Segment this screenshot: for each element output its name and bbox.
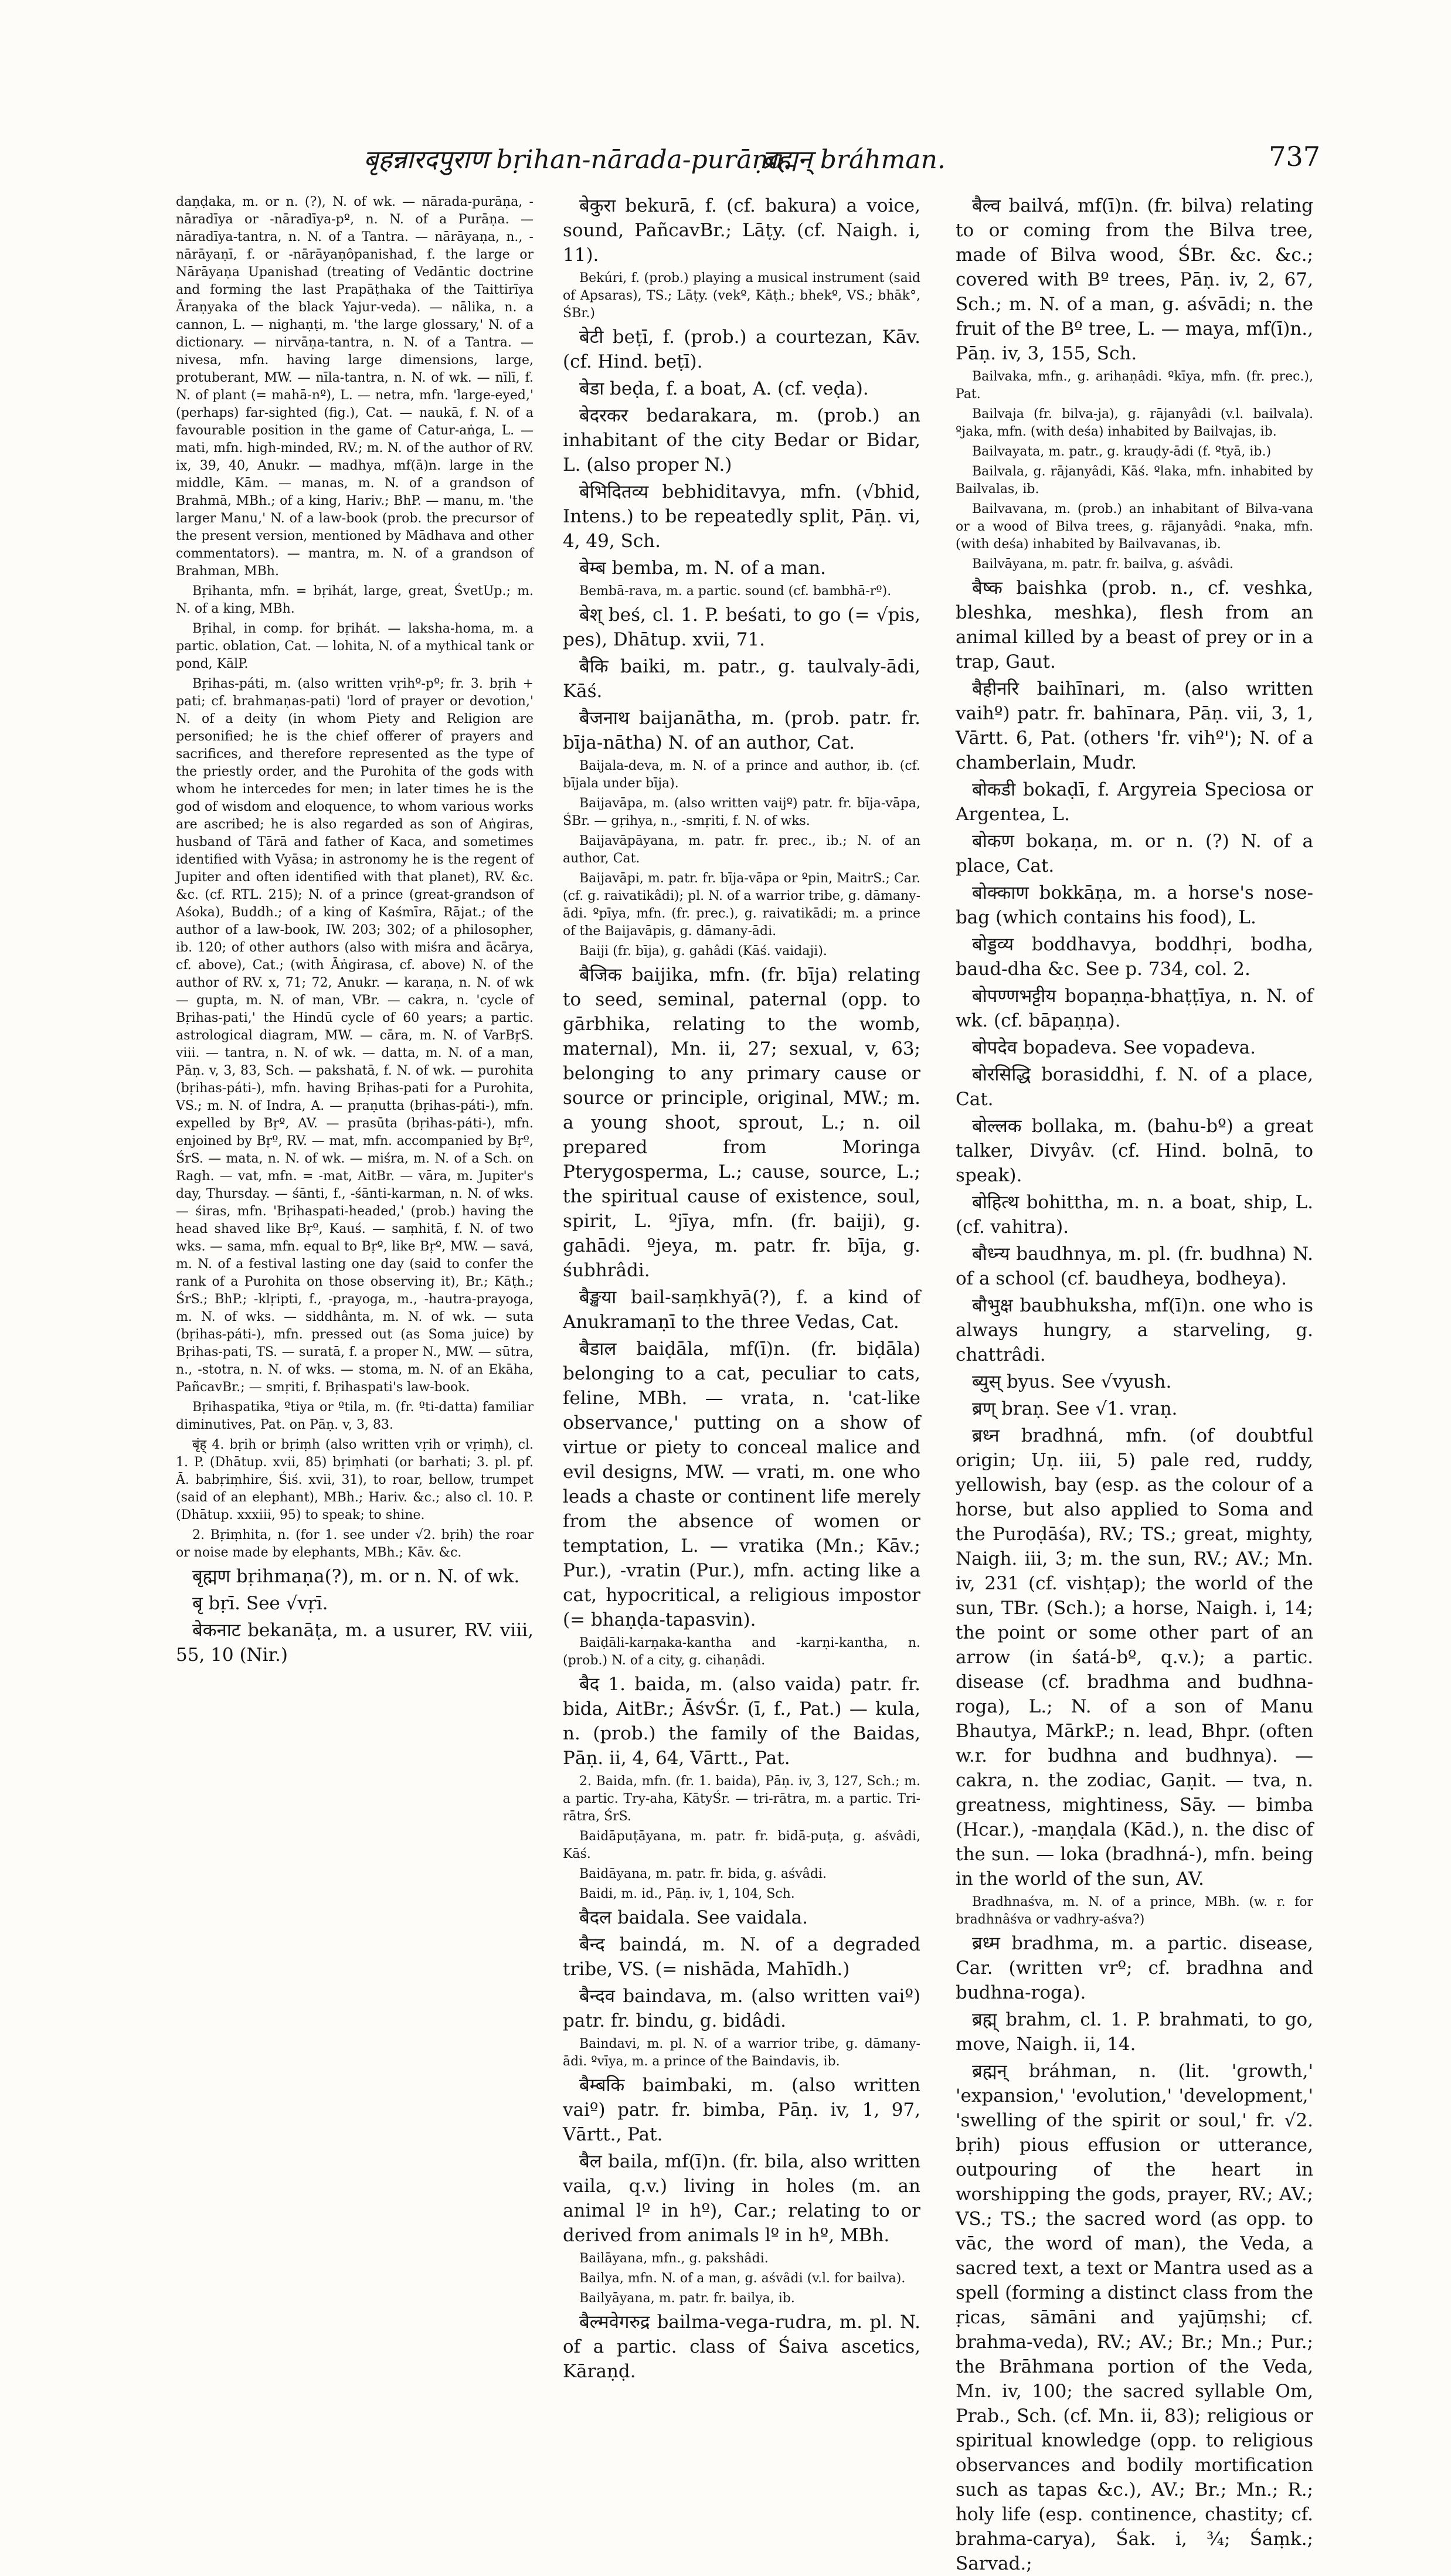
dictionary-entry: Bṛihaspatika, ºtiya or ºtila, m. (fr. ºti-datta) familiar diminutives, Pat. on Pāṇ. v, 3, 83. <box>176 1400 533 1432</box>
dictionary-entry: बृ bṛī. See √vṛī. <box>192 1593 328 1614</box>
dictionary-entry: Bṛihanta, mfn. = bṛihát, large, great, ŚvetUp.; m. N. of a king, MBh. <box>176 584 533 616</box>
dictionary-entry: Bailvala, g. rājanyâdi, Kāś. ºlaka, mfn. inhabited by Bailvalas, ib. <box>956 464 1313 497</box>
dictionary-entry: ब्रह्म् brahm, cl. 1. P. brahmati, to go, move, Naigh. ii, 14. <box>956 2009 1313 2055</box>
dictionary-entry: 2. Bṛiṃhita, n. (for 1. see under √2. bṛih) the roar or noise made by elephants, MBh.; Kāv. &c. <box>176 1528 533 1560</box>
dictionary-entry: बेटी beṭī, f. (prob.) a courtezan, Kāv. (cf. Hind. beṭī). <box>563 327 920 372</box>
dictionary-entry: बौभुक्ष baubhuksha, mf(ī)n. one who is always hungry, a starveling, g. chattrâdi. <box>956 1295 1313 1365</box>
dictionary-entry: Bailāyana, mfn., g. pakshâdi. <box>579 2251 769 2266</box>
dictionary-entry: बोकडी bokaḍī, f. Argyreia Speciosa or Argentea, L. <box>956 779 1313 825</box>
dictionary-entry: बोपदेव bopadeva. See vopadeva. <box>972 1037 1256 1058</box>
dictionary-entry: Bṛihas-páti, m. (also written vṛihº-pº; fr. 3. bṛih + pati; cf. brahmaṇas-pati) 'lord of prayer or devotion,' N. of a deity (in whom Piety and Religion are personified; he is the chief offerer of prayers and sacrifices, and therefore represented as the type of the priestly order, and the Purohita of the gods with whom he intercedes for men; in later times he is the god of wisdom and eloquence, to whom various works are ascribed; he is also regarded as son of Aṅgiras, husband of Tārā and father of Kaca, and sometimes identified with Vyāsa; in astronomy he is the regent of Jupiter and often identified with that planet), RV. &c. &c. (cf. RTL. 215); N. of a prince (great-grandson of Aśoka), Buddh.; of a king of Kaśmīra, Rājat.; of the author of a law-book, IW. 203; 302; of a philosopher, ib. 120; of other authors (also with miśra and ācārya, cf. above), Cat.; (with Āṅgirasa, cf. above) N. of the author of RV. x, 71; 72, Anukr. — karaṇa, n. N. of wk — gupta, m. N. of man, VBr. — cakra, n. 'cycle of Bṛihas-pati,' the Hindū cycle of 60 years; a partic. astrological diagram, MW. — cāra, m. N. of VarBṛS. viii. — tantra, n. N. of wk. — datta, m. N. of a man, Pāṇ. v, 3, 83, Sch. — pakshatā, f. N. of wk. — purohita (bṛihas-páti-), mfn. having Bṛihas-pati for a Purohita, VS.; m. N. of Indra, A. — praṇutta (bṛihas-páti-), mfn. expelled by Bṛº, AV. — prasūta (bṛihas-páti-), mfn. enjoined by Bṛº, RV. — mat, mfn. accompanied by Bṛº, ŚrS. — mata, n. N. of wk. — miśra, m. N. of a Sch. on Ragh. — vat, mfn. = -mat, AitBr. — vāra, m. Jupiter's day, Thursday. — śānti, f., -śānti-karman, n. N. of wks. — śiras, mfn. 'Bṛihaspati-headed,' (prob.) having the head shaved like Bṛº, Kauś. — saṃhitā, f. N. of two wks. — sama, mfn. equal to Bṛº, like Bṛº, MW. — savá, m. N. of a festival lasting one day (said to confer the rank of a Purohita on those observing it), Br.; Kāṭh.; ŚrS.; BhP.; -klṛipti, f., -prayoga, m., -hautra-prayoga, m. N. of wks. — siddhânta, m. N. of wk. — suta (bṛihas-páti-), mfn. pressed out (as Soma juice) by Bṛihas-pati, TS. — suratā, f. a proper N., MW. — sūtra, n., -stotra, n. N. of wks. — stoma, m. N. of an Ekāha, PañcavBr.; — smṛiti, f. Bṛihaspati's law-book. <box>176 677 533 1395</box>
dictionary-entry: Bailyāyana, m. patr. fr. bailya, ib. <box>579 2291 795 2306</box>
dictionary-entry: ब्रह्मन् bráhman, n. (lit. 'growth,' 'expansion,' 'evolution,' 'development,' 'swelling of the spirit or soul,' fr. √2. bṛih) pious effusion or utterance, outpouring of the heart in worshipping the gods, prayer, RV.; AV.; VS.; TS.; the sacred word (as opp. to vāc, the word of man), the Veda, a sacred text, a text or Mantra used as a spell (forming a distinct class from the ṛicas, sāmāni and yajūṃshi; cf. brahma-veda), RV.; AV.; Br.; Mn.; Pur.; the Brāhmana portion of the Veda, Mn. iv, 100; the sacred syllable Om, Prab., Sch. (cf. Mn. ii, 83); religious or spiritual knowledge (opp. to religious observances and bodily mortification such as tapas &c.), AV.; Br.; Mn.; R.; holy life (esp. continence, chastity; cf. brahma-carya), Śak. i, ¾; Śaṃk.; Sarvad.; <box>956 2061 1313 2574</box>
dictionary-entry: बेभिदितव्य bebhiditavya, mfn. (√bhid, Intens.) to be repeatedly split, Pāṇ. vi, 4, 49, Sch. <box>563 481 920 552</box>
dictionary-entry: Baiji (fr. bīja), g. gahâdi (Kāś. vaidaji). <box>579 944 827 959</box>
dictionary-entry: बोहित्थ bohittha, m. n. a boat, ship, L. (cf. vahitra). <box>956 1192 1313 1238</box>
dictionary-entry: बृह्मण bṛihmaṇa(?), m. or n. N. of wk. <box>192 1566 520 1587</box>
dictionary-entry: बोल्लक bollaka, m. (bahu-bº) a great talker, Divyâv. (cf. Hind. bolnā, to speak). <box>956 1116 1313 1186</box>
dictionary-entry: बैकि baiki, m. patr., g. taulvaly-ādi, Kāś. <box>563 656 920 702</box>
page-number: 737 <box>1269 141 1320 172</box>
column-3 <box>956 193 1313 2574</box>
dictionary-entry: Bailvaja (fr. bilva-ja), g. rājanyâdi (v.l. bailvala). ºjaka, mfn. (with deśa) inhabited by Bailvajas, ib. <box>956 407 1313 439</box>
dictionary-entry: ब्रण् braṇ. See √1. vraṇ. <box>972 1398 1178 1419</box>
dictionary-entry: बेश् beś, cl. 1. P. beśati, to go (= √pis, pes), Dhātup. xvii, 71. <box>563 604 920 650</box>
column-1 <box>176 193 533 1982</box>
dictionary-entry: बोपण्णभट्टीय bopaṇṇa-bhaṭṭīya, n. N. of wk. (cf. bāpaṇṇa). <box>956 985 1313 1031</box>
dictionary-entry: Baidāyana, m. patr. fr. bida, g. aśvâdi. <box>579 1867 827 1881</box>
dictionary-entry: बैल baila, mf(ī)n. (fr. bila, also written vaila, q.v.) living in holes (m. an animal lº in hº), Car.; relating to or derived from animals lº in hº, MBh. <box>563 2151 920 2246</box>
dictionary-entry: Baidi, m. id., Pāṇ. iv, 1, 104, Sch. <box>579 1887 795 1901</box>
dictionary-entry: बेकनाट bekanāṭa, m. a usurer, RV. viii, 55, 10 (Nir.) <box>176 1620 533 1666</box>
dictionary-entry: बेम्ब bemba, m. N. of a man. <box>579 558 826 579</box>
dictionary-entry: Bailvaka, mfn., g. arihaṇâdi. ºkīya, mfn. (fr. prec.), Pat. <box>956 369 1313 402</box>
dictionary-entry: बृंह् 4. bṛih or bṛiṃh (also written vṛih or vṛiṃh), cl. 1. P. (Dhātup. xvii, 85) bṛiṃhati (or barhati; 3. pl. pf. Ā. babṛiṃhire, Śiś. xvii, 31), to roar, bellow, trumpet (said of an elephant), MBh.; Hariv. &c.; also cl. 10. P. (Dhātup. xxxiii, 95) to speak; to shine. <box>176 1437 533 1523</box>
dictionary-entry: daṇḍaka, m. or n. (?), N. of wk. — nārada-purāṇa, -nāradīya or -nāradīya-pº, n. N. of a Purāṇa. — nāradīya-tantra, n. N. of a Tantra. — nārāyaṇa, n., -nārāyaṇī, f. or -nārāyaṇôpanishad, f. the large or Nārāyaṇa Upanishad (treating of Vedāntic doctrine and forming the last Prapāṭhaka of the Taittirīya Āraṇyaka of the black Yajur-veda). — nālika, n. a cannon, L. — nighaṇṭi, m. 'the large glossary,' N. of a dictionary. — nirvāṇa-tantra, n. N. of a Tantra. — nivesa, mfn. having large dimensions, large, protuberant, MW. — nīla-tantra, n. N. of wk. — nīlī, f. N. of plant (= mahā-nº), L. — netra, mfn. 'large-eyed,' (perhaps) far-sighted (fig.), Cat. — naukā, f. N. of a favourable position in the game of Catur-aṅga, L. — mati, mfn. high-minded, RV.; m. N. of the author of RV. ix, 39, 40, Anukr. — madhya, mf(ā)n. large in the middle, Kām. — manas, m. N. of a grandson of Brahmā, MBh.; of a king, Hariv.; BhP. — manu, m. 'the larger Manu,' N. of a law-book (prob. the precursor of the present version, mentioned by Mādhava and other commentators). — mantra, m. N. of a grandson of Brahman, MBh. <box>176 195 533 579</box>
dictionary-entry: Baijavāpa, m. (also written vaijº) patr. fr. bīja-vāpa, ŚBr. — gṛihya, n., -smṛiti, f. N. of wks. <box>563 796 920 828</box>
dictionary-columns <box>176 193 1320 2574</box>
dictionary-entry: बेकुरा bekurā, f. (cf. bakura) a voice, sound, PañcavBr.; Lāṭy. (cf. Naigh. i, 11). <box>563 195 920 266</box>
dictionary-entry: बैदल baidala. See vaidala. <box>579 1907 808 1928</box>
dictionary-entry: बैल्व bailvá, mf(ī)n. (fr. bilva) relating to or coming from the Bilva tree, made of Bilva wood, ŚBr. &c. &c.; covered with Bº trees, Pāṇ. iv, 2, 67, Sch.; m. N. of a man, g. aśvādi; n. the fruit of the Bº tree, L. — maya, mf(ī)n., Pāṇ. iv, 3, 155, Sch. <box>956 195 1313 364</box>
dictionary-entry: ब्रध्म bradhma, m. a partic. disease, Car. (written vrº; cf. bradhna and budhna-roga). <box>956 1933 1313 2003</box>
dictionary-entry: बैङ्खया bail-saṃkhyā(?), f. a kind of Anukramaṇī to the three Vedas, Cat. <box>563 1287 920 1333</box>
left-running-head: बृहन्नारदपुराण bṛihan-nārada-purāṇa. <box>363 145 792 175</box>
dictionary-entry: बैम्बकि baimbaki, m. (also written vaiº) patr. fr. bimba, Pāṇ. iv, 1, 97, Vārtt., Pat. <box>563 2075 920 2145</box>
dictionary-entry: बैन्द baindá, m. N. of a degraded tribe, VS. (= nishāda, Mahīdh.) <box>563 1934 920 1980</box>
dictionary-entry: बैडाल baiḍāla, mf(ī)n. (fr. biḍāla) belonging to a cat, peculiar to cats, feline, MBh. — vrata, n. 'cat-like observance,' putting on a show of virtue or piety to conceal malice and evil designs, MW. — vrati, m. one who leads a chaste or continent life merely from the absence of women or temptation, L. — vratika (Mn.; Kāv.; Pur.), -vratin (Pur.), mfn. acting like a cat, hypocritical, a religious impostor (= bhaṇḍa-tapasvin). <box>563 1338 920 1630</box>
dictionary-entry: Bekúri, f. (prob.) playing a musical instrument (said of Apsaras), TS.; Lāṭy. (vekº, Kāṭh.; bhekº, VS.; bhāk°, ŚBr.) <box>563 271 920 321</box>
dictionary-entry: बैन्दव baindava, m. (also written vaiº) patr. fr. bindu, g. bidâdi. <box>563 1986 920 2031</box>
dictionary-entry: बैद 1. baida, m. (also vaida) patr. fr. bida, AitBr.; ĀśvŚr. (ī, f., Pat.) — kula, n. (prob.) the family of the Baidas, Pāṇ. ii, 4, 64, Vārtt., Pat. <box>563 1674 920 1769</box>
dictionary-entry: 2. Baida, mfn. (fr. 1. baida), Pāṇ. iv, 3, 127, Sch.; m. a partic. Try-aha, KātyŚr. — tri-rātra, m. a partic. Tri-rātra, ŚrS. <box>563 1774 920 1824</box>
dictionary-entry: Baijavāpāyana, m. patr. fr. prec., ib.; N. of an author, Cat. <box>563 834 920 866</box>
dictionary-entry: बेदरकर bedarakara, m. (prob.) an inhabitant of the city Bedar or Bidar, L. (also proper N.) <box>563 405 920 475</box>
dictionary-entry: Baijavāpi, m. patr. fr. bīja-vāpa or ºpin, MaitrS.; Car. (cf. g. raivatikâdi); pl. N. of a warrior tribe, g. dāmany-ādi. ºpīya, mfn. (fr. prec.), g. raivatikādi; m. a prince of the Baijavāpis, g. dāmany-ādi. <box>563 871 920 939</box>
dictionary-entry: बैल्मवेगरुद्र bailma-vega-rudra, m. pl. N. of a partic. class of Śaiva ascetics, Kāraṇḍ. <box>563 2312 920 2382</box>
dictionary-entry: Baindavi, m. pl. N. of a warrior tribe, g. dāmany-ādi. ºvīya, m. a prince of the Baindavis, ib. <box>563 2037 920 2069</box>
page-header <box>176 141 1320 188</box>
dictionary-entry: बैहीनरि baihīnari, m. (also written vaihº) patr. fr. bahīnara, Pāṇ. vii, 3, 1, Vārtt. 6, Pat. (others 'fr. vihº'); N. of a chamberlain, Mudr. <box>956 678 1313 773</box>
dictionary-entry: Baijala-deva, m. N. of a prince and author, ib. (cf. bījala under bīja). <box>563 759 920 791</box>
dictionary-entry: Bailya, mfn. N. of a man, g. aśvâdi (v.l. for bailva). <box>579 2271 906 2286</box>
dictionary-entry: Bailvavana, m. (prob.) an inhabitant of Bilva-vana or a wood of Bilva trees, g. rājanyâdi. ºnaka, mfn. (with deśa) inhabited by Bailvavanas, ib. <box>956 502 1313 552</box>
middle-running-head: ब्रह्मन् bráhman. <box>762 145 946 175</box>
dictionary-entry: बोड्डव्य boddhavya, boddhṛi, bodha, baud-dha &c. See p. 734, col. 2. <box>956 934 1313 980</box>
dictionary-entry: बेडा beḍa, f. a boat, A. (cf. veḍa). <box>579 378 869 399</box>
dictionary-entry: Bradhnaśva, m. N. of a prince, MBh. (w. r. for bradhnâśva or vadhry-aśva?) <box>956 1895 1313 1927</box>
dictionary-entry: Baidāpuṭāyana, m. patr. fr. bidā-puṭa, g. aśvâdi, Kāś. <box>563 1829 920 1861</box>
dictionary-entry: ब्रध्न bradhná, mfn. (of doubtful origin; Uṇ. iii, 5) pale red, ruddy, yellowish, bay (esp. as the colour of a horse, but also applied to Soma and the Puroḍāśa), RV.; TS.; great, mighty, Naigh. iii, 3; m. the sun, RV.; AV.; Mn. iv, 231 (cf. vishṭap); the world of the sun, TBr. (Sch.); a horse, Naigh. i, 14; the point or some other part of an arrow (in śatá-bº, q.v.); a partic. disease (cf. bradhma and budhna-roga), L.; N. of a son of Manu Bhautya, MārkP.; n. lead, Bhpr. (often w.r. for budhna and budhnya). — cakra, n. the zodiac, Gaṇit. — tva, n. greatness, mightiness, Sāy. — bimba (Hcar.), -maṇḍala (Kād.), n. the disc of the sun. — loka (bradhná-), mfn. being in the world of the sun, AV. <box>956 1425 1313 1889</box>
dictionary-entry: ब्युस् byus. See √vyush. <box>972 1371 1172 1392</box>
dictionary-entry: Bṛihal, in comp. for bṛihát. — laksha-homa, m. a partic. oblation, Cat. — lohita, N. of a mythical tank or pond, KālP. <box>176 621 533 671</box>
dictionary-entry: Baiḍāli-karṇaka-kantha and -karṇi-kantha, n. (prob.) N. of a city, g. cihaṇâdi. <box>563 1636 920 1668</box>
dictionary-entry: Bailvāyana, m. patr. fr. bailva, g. aśvâdi. <box>972 557 1233 572</box>
column-2 <box>563 193 920 2382</box>
dictionary-entry: बोरसिद्धि borasiddhi, f. N. of a place, Cat. <box>956 1064 1313 1110</box>
dictionary-entry: बोकण bokaṇa, m. or n. (?) N. of a place, Cat. <box>956 831 1313 876</box>
dictionary-entry: बौध्न्य baudhnya, m. pl. (fr. budhna) N. of a school (cf. baudheya, bodheya). <box>956 1243 1313 1289</box>
dictionary-entry: बैजनाथ baijanātha, m. (prob. patr. fr. bīja-nātha) N. of an author, Cat. <box>563 708 920 753</box>
dictionary-entry: Bailvayata, m. patr., g. krauḍy-ādi (f. ºtyā, ib.) <box>972 444 1272 459</box>
dictionary-entry: बोक्काण bokkāṇa, m. a horse's nose-bag (which contains his food), L. <box>956 882 1313 928</box>
dictionary-entry: बैष्क baishka (prob. n., cf. veshka, bleshka, meshka), flesh from an animal killed by a beast of prey or in a trap, Gaut. <box>956 577 1313 672</box>
dictionary-entry: Bembā-rava, m. a partic. sound (cf. bambhā-rº). <box>579 584 892 599</box>
dictionary-entry: बैजिक baijika, mfn. (fr. bīja) relating to seed, seminal, paternal (opp. to gārbhika, relating to the womb, maternal), Mn. ii, 27; sexual, v, 63; belonging to any primary cause or source or principle, original, MW.; m. a young shoot, sprout, L.; n. oil prepared from Moringa Pterygosperma, L.; cause, source, L.; the spiritual cause of existence, soul, spirit, L. ºjīya, mfn. (fr. baiji), g. gahādi. ºjeya, m. patr. fr. bīja, g. śubhrâdi. <box>563 964 920 1281</box>
